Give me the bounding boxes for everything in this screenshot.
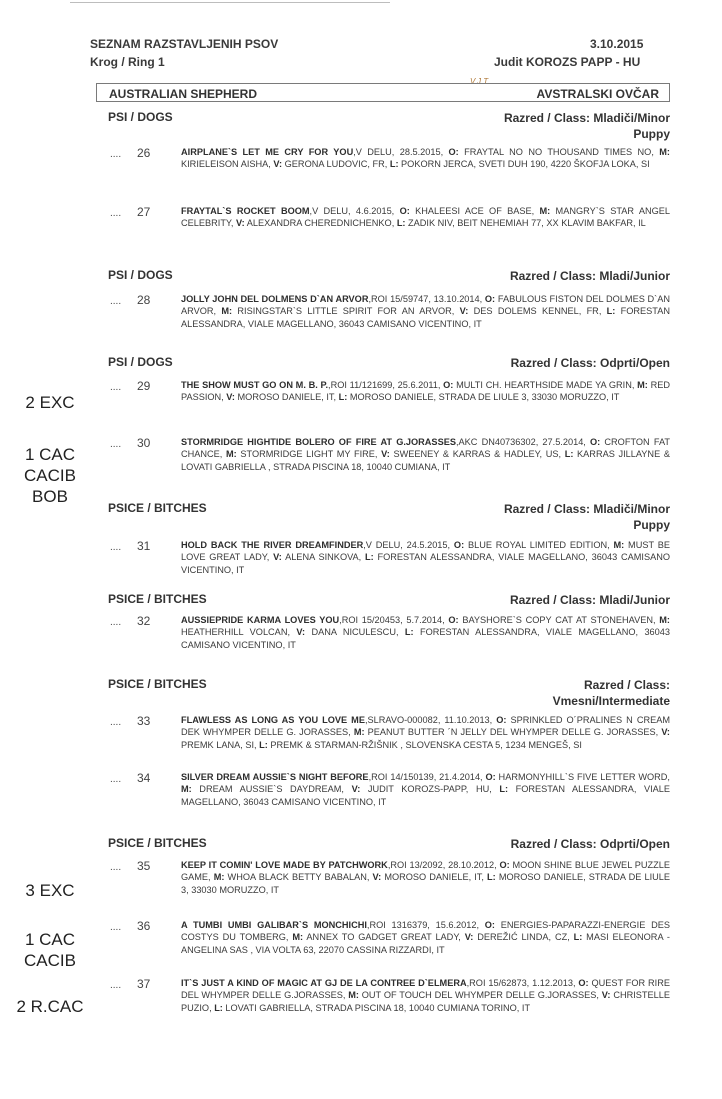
award-entry-35: 3 EXC — [25, 881, 75, 900]
breed-header — [96, 83, 670, 102]
entry-dots: .... — [110, 980, 122, 991]
entry-dots: .... — [110, 439, 122, 450]
document-title: SEZNAM RAZSTAVLJENIH PSOV — [90, 37, 279, 51]
entry-number: 37 — [137, 977, 151, 991]
section-sex: PSI / DOGS — [108, 355, 173, 369]
entry-number: 29 — [137, 379, 151, 393]
section-class: Razred / Class: Mladiči/Minor Puppy — [503, 502, 670, 532]
entry-dots: .... — [110, 922, 122, 933]
handwritten-initials: V.J.T. — [470, 77, 490, 86]
entry-dots: .... — [110, 617, 122, 628]
entry-text: FLAWLESS AS LONG AS YOU LOVE ME,SLRAVO-000082, 11.10.2013, O: SPRINKLED O´PRALINES N CREAM DEK WHYMPER DELLE G. JORASSES, M: PEANUT BUTTER ´N JELLY DEL WHYMPER DELLE G. JORASSES, V: PREMK LANA, SI, L: PREMK & STARMAN-RŽIŠNIK , SLOVENSKA CESTA 5, 1234 MENGEŠ, SI — [181, 715, 670, 750]
entry-number: 28 — [137, 293, 151, 307]
entry-dots: .... — [110, 542, 122, 553]
ring-label: Krog / Ring 1 — [90, 55, 165, 69]
entry-dots: .... — [110, 382, 122, 393]
award-entry-37: 2 R.CAC — [16, 997, 84, 1016]
entry-text: AUSSIEPRIDE KARMA LOVES YOU,ROI 15/20453, 5.7.2014, O: BAYSHORE`S COPY CAT AT STONEHAVEN, M: HEATHERHILL VOLCAN, V: DANA NICULESCU, L: FORESTAN ALESSANDRA, VIALE MAGELLANO, 36043 CAMISANO VICENTINO, IT — [181, 615, 670, 650]
entry-number: 36 — [137, 919, 151, 933]
entry-number: 34 — [137, 771, 151, 785]
entry-number: 31 — [137, 539, 151, 553]
section-sex: PSICE / BITCHES — [108, 592, 207, 606]
section-class: Razred / Class: Mladiči/Minor Puppy — [503, 111, 670, 141]
entry-text: THE SHOW MUST GO ON M. B. P.,ROI 11/121699, 25.6.2011, O: MULTI CH. HEARTHSIDE MADE YA GRIN, M: RED PASSION, V: MOROSO DANIELE, IT, L: MOROSO DANIELE, STRADA DE LIULE 3, 33030 MORUZZO, IT — [181, 380, 670, 403]
entry-number: 32 — [137, 614, 151, 628]
entry-dots: .... — [110, 149, 122, 160]
entry-number: 33 — [137, 714, 151, 728]
entry-dots: .... — [110, 862, 122, 873]
section-sex: PSICE / BITCHES — [108, 836, 207, 850]
entry-text: SILVER DREAM AUSSIE`S NIGHT BEFORE,ROI 14/150139, 21.4.2014, O: HARMONYHILL`S FIVE LETTER WORD, M: DREAM AUSSIE`S DAYDREAM, V: JUDIT KOROZS-PAPP, HU, L: FORESTAN ALESSANDRA, VIALE MAGELLANO, 36043 CAMISANO VICENTINO, IT — [181, 772, 671, 807]
document-date: 3.10.2015 — [590, 37, 644, 51]
entry-text: IT`S JUST A KIND OF MAGIC AT GJ DE LA CONTREE D`ELMERA,ROI 15/62873, 1.12.2013, O: QUEST FOR RIRE DEL WHYMPER DELLE G.JORASSES, M: OUT OF TOUCH DEL WHYMPER DELLE G.JORASSES, V: CHRISTELLE PUZIO, L: LOVATI GABRIELLA, STRADA PISCINA 18, 10040 CUMIANA TORINO, IT — [181, 978, 670, 1013]
entry-number: 26 — [137, 146, 151, 160]
entry-dots: .... — [110, 774, 122, 785]
section-class: Razred / Class: Vmesni/Intermediate — [552, 678, 670, 708]
entry-text: JOLLY JOHN DEL DOLMENS D`AN ARVOR,ROI 15/59747, 13.10.2014, O: FABULOUS FISTON DEL DOLMES D`AN ARVOR, M: RISINGSTAR`S LITTLE SPIRIT FOR AN ARVOR, V: DES DOLEMS KENNEL, FR, L: FORESTAN ALESSANDRA, VIALE MAGELLANO, 36043 CAMISANO VICENTINO, IT — [181, 294, 671, 329]
breed-name-si: AVSTRALSKI OVČAR — [536, 87, 659, 101]
award-entry-30: 1 CAC CACIB BOB — [24, 445, 76, 506]
section-sex: PSI / DOGS — [108, 268, 173, 282]
scan-top-line — [70, 2, 390, 3]
entry-text: AIRPLANE`S LET ME CRY FOR YOU,V DELU, 28.5.2015, O: FRAYTAL NO NO THOUSAND TIMES NO, M: KIRIELEISON AISHA, V: GERONA LUDOVIC, FR, L: POKORN JERCA, SVETI DUH 190, 4220 ŠKOFJA LOKA, SI — [181, 147, 670, 170]
entry-text: A TUMBI UMBI GALIBAR`S MONCHICHI,ROI 1316379, 15.6.2012, O: ENERGIES-PAPARAZZI-ENERGIE DES COSTYS DU TOMBERG, M: ANNEX TO GADGET GREAT LADY, V: DEREŽIĆ LINDA, CZ, L: MASI ELEONORA - ANGELINA SAS , VIA VOLTA 63, 22070 CASSINA RIZZARDI, IT — [181, 920, 670, 955]
section-sex: PSICE / BITCHES — [108, 501, 207, 515]
section-class: Razred / Class: Mladi/Junior — [509, 593, 670, 607]
section-sex: PSICE / BITCHES — [108, 677, 207, 691]
breed-name-en: AUSTRALIAN SHEPHERD — [109, 87, 258, 101]
entry-dots: .... — [110, 296, 122, 307]
section-sex: PSI / DOGS — [108, 110, 173, 124]
entry-dots: .... — [110, 717, 122, 728]
award-entry-29: 2 EXC — [25, 393, 75, 412]
section-class: Razred / Class: Mladi/Junior — [509, 269, 670, 283]
entry-text: KEEP IT COMIN' LOVE MADE BY PATCHWORK,ROI 13/2092, 28.10.2012, O: MOON SHINE BLUE JEWEL PUZZLE GAME, M: WHOA BLACK BETTY BABALAN, V: MOROSO DANIELE, IT, L: MOROSO DANIELE, STRADA DE LIULE 3, 33030 MORUZZO, IT — [181, 860, 671, 895]
entry-text: FRAYTAL`S ROCKET BOOM,V DELU, 4.6.2015, O: KHALEESI ACE OF BASE, M: MANGRY`S STAR ANGEL CELEBRITY, V: ALEXANDRA CHEREDNICHENKO, L: ZADIK NIV, BEIT NEHEMIAH 77, XX KLAVIM BAKFAR, IL — [181, 206, 670, 229]
judge-name: Judit KOROZS PAPP - HU — [494, 55, 641, 69]
section-class: Razred / Class: Odprti/Open — [510, 837, 670, 851]
entry-text: HOLD BACK THE RIVER DREAMFINDER,V DELU, 24.5.2015, O: BLUE ROYAL LIMITED EDITION, M: MUST BE LOVE GREAT LADY, V: ALENA SINKOVA, L: FORESTAN ALESSANDRA, VIALE MAGELLANO, 36043 CAMISANO VICENTINO, IT — [181, 540, 671, 575]
entry-number: 27 — [137, 205, 151, 219]
entry-number: 35 — [137, 859, 151, 873]
entry-text: STORMRIDGE HIGHTIDE BOLERO OF FIRE AT G.JORASSES,AKC DN40736302, 27.5.2014, O: CROFTON FAT CHANCE, M: STORMRIDGE LIGHT MY FIRE, V: SWEENEY & KARRAS & HADLEY, US, L: KARRAS JILLAYNE & LOVATI GABRIELLA , STRADA PISCINA 18, 10040 CUMIANA, IT — [181, 437, 670, 472]
entry-number: 30 — [137, 436, 151, 450]
section-class: Razred / Class: Odprti/Open — [510, 356, 670, 370]
award-entry-36: 1 CAC CACIB — [24, 930, 76, 970]
entry-dots: .... — [110, 208, 122, 219]
